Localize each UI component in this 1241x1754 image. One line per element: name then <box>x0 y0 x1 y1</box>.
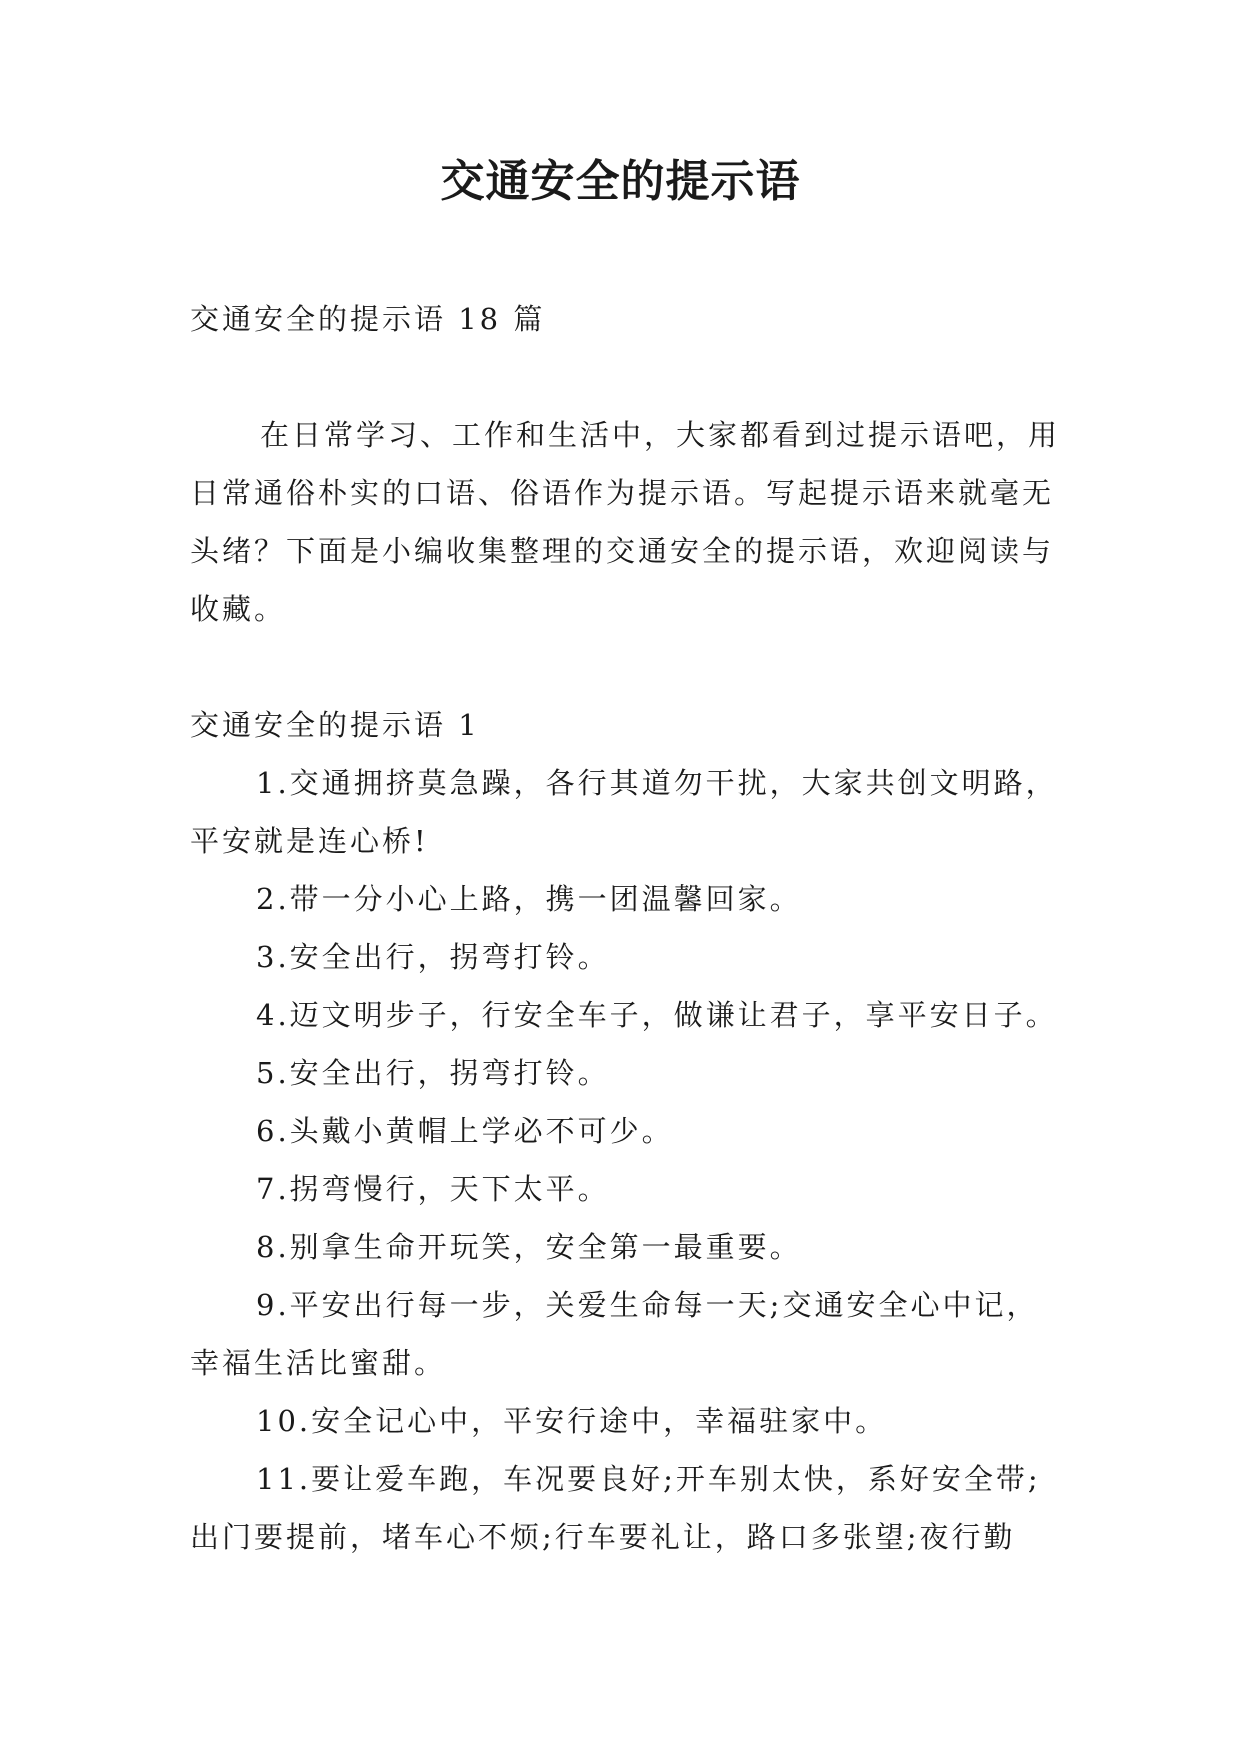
list-item: 6.头戴小黄帽上学必不可少。 <box>256 1114 674 1148</box>
list-item: 3.安全出行，拐弯打铃。 <box>256 940 610 974</box>
intro-paragraph: 在日常学习、工作和生活中，大家都看到过提示语吧，用日常通俗朴实的口语、俗语作为提示语。写起提示语来就毫无头绪？下面是小编收集整理的交通安全的提示语，欢迎阅读与收藏。 <box>190 418 1061 626</box>
section-heading: 交通安全的提示语 1 <box>190 708 480 742</box>
list-item: 5.安全出行，拐弯打铃。 <box>256 1056 610 1090</box>
list-item: 8.别拿生命开玩笑，安全第一最重要。 <box>256 1230 802 1264</box>
document-title: 交通安全的提示语 <box>440 156 801 207</box>
list-item: 7.拐弯慢行，天下太平。 <box>256 1172 610 1206</box>
list-item: 10.安全记心中，平安行途中，幸福驻家中。 <box>256 1404 888 1438</box>
list-item: 1.交通拥挤莫急躁，各行其道勿干扰，大家共创文明路，平安就是连心桥! <box>190 766 1058 858</box>
list-item: 9.平安出行每一步，关爱生命每一天;交通安全心中记，幸福生活比蜜甜。 <box>190 1288 1039 1380</box>
tips-list <box>190 754 1070 1566</box>
list-item: 11.要让爱车跑，车况要良好;开车别太快，系好安全带;出门要提前，堵车心不烦;行车要礼让，路口多张望;夜行勤 <box>190 1462 1041 1554</box>
list-item: 2.带一分小心上路，携一团温馨回家。 <box>256 882 802 916</box>
document-subtitle: 交通安全的提示语 18 篇 <box>190 302 546 336</box>
list-item: 4.迈文明步子，行安全车子，做谦让君子，享平安日子。 <box>256 998 1058 1032</box>
